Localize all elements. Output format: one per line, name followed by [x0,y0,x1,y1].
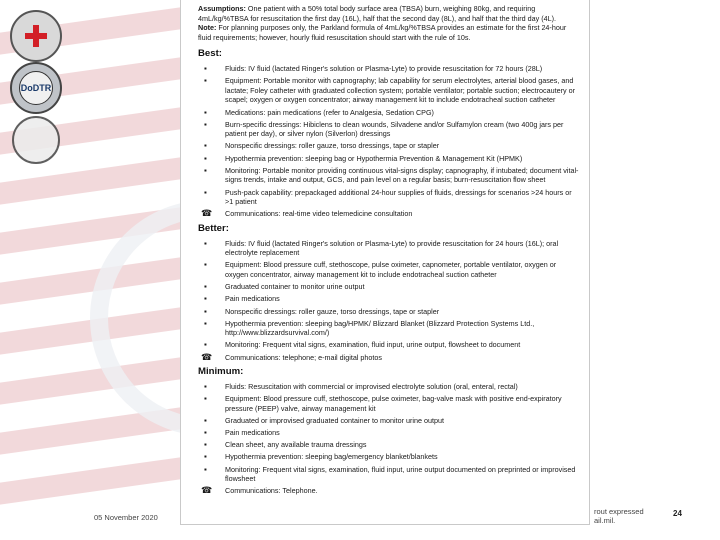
footer-note-line: ail.mil. [594,516,616,525]
seal-icon [10,10,62,62]
phone-icon: ☎ [201,351,213,362]
list-item-text: Push-pack capability: prepackaged additional 24-hour supplies of fluids, dressings for scenarios >24 hours or >1 patient [225,187,572,207]
document-page [180,0,590,525]
list-item-text: Communications: telephone; e-mail digital photos [225,352,383,362]
list-item-text: Monitoring: Portable monitor providing continuous vital-signs display; capnography, if intubated; document vital-signs trends, intake and output, GCS, and pain level on a regular basis; burn-resuscitation flow sheet [225,165,579,185]
list-item-text: Pain medications [225,294,280,304]
bullet-icon: ▪ [204,260,207,270]
bullet-icon: ▪ [204,238,207,248]
bullet-icon: ▪ [204,306,207,316]
footer-note-line: rout expressed [594,507,644,516]
sections [198,48,579,496]
bullet-icon: ▪ [204,294,207,304]
bullet-icon: ▪ [204,318,207,328]
list-item-text: Fluids: IV fluid (lactated Ringer's solution or Plasma-Lyte) to provide resuscitation for 72 hours (28L) [225,64,543,74]
list-item-text: Clean sheet, any available trauma dressings [225,440,367,450]
list-item-text: Nonspecific dressings: roller gauze, torso dressings, tape or stapler [225,306,440,316]
seal-icon [12,116,60,164]
list-item-text: Communications: real-time video telemedicine consultation [225,209,413,219]
bullet-icon: ▪ [204,165,207,175]
list-item-text: Nonspecific dressings: roller gauze, torso dressings, tape or stapler [225,141,440,151]
note-text: For planning purposes only, the Parkland formula of 4mL/kg/%TBSA provides an estimate for the first 24-hour fluid requirements; however, hourly fluid resuscitation should start with the rule of 10s. [198,23,567,42]
bullet-icon: ▪ [204,119,207,129]
list-item-text: Equipment: Blood pressure cuff, stethoscope, pulse oximeter, capnometer, portable ventilator, oxygen or oxygen concentrator, airway management kit to include endotracheal suction catheter [225,260,557,279]
note-label: Note: [198,23,217,33]
bullet-icon: ▪ [204,64,207,74]
list-item [198,340,579,350]
section-list [198,382,579,496]
list-item [198,166,579,185]
list-item [198,394,579,413]
list-item [198,465,579,484]
flag-stripe [0,452,180,511]
list-item [198,64,579,74]
bullet-icon: ▪ [204,340,207,350]
page-number: 24 [673,509,682,518]
dodtr-logo [10,62,62,114]
bullet-icon: ▪ [204,464,207,474]
list-item [198,452,579,462]
list-item-text: Monitoring: Frequent vital signs, examination, fluid input, urine output, flowsheet to document [225,340,521,350]
assumptions-paragraph [198,4,579,42]
bullet-icon: ▪ [204,415,207,425]
list-item [198,440,579,450]
section-list [198,64,579,219]
list-item [198,260,579,279]
list-item [198,282,579,292]
list-item-text: Equipment: Portable monitor with capnography; lab capability for serum electrolytes, arterial blood gases, and lactate; Foley catheter with graduated collection system; portable ventilator; portable suction; electrocautery or scapel; oxygen or oxygen concentrator; airway management kit to include endotracheal suction catheter [225,76,575,105]
bullet-icon: ▪ [204,282,207,292]
list-item [198,188,579,207]
list-item [198,353,579,363]
list-item-text: Monitoring: Frequent vital signs, examination, fluid input, urine output documented on preprinted or improvised flowsheet [225,464,576,484]
list-item [198,319,579,338]
bullet-icon: ▪ [204,452,207,462]
phone-icon: ☎ [201,208,213,219]
footer-date: 05 November 2020 [94,513,158,522]
section-title: Better: [198,222,229,234]
list-item [198,209,579,219]
list-item-text: Equipment: Blood pressure cuff, stethoscope, pulse oximeter, bag-valve mask with positive end-expiratory pressure (PEEP) valve, airway management kit [225,394,562,413]
list-item [198,428,579,438]
bullet-icon: ▪ [204,394,207,404]
bullet-icon: ▪ [204,440,207,450]
list-item [198,416,579,426]
section-title: Best: [198,48,222,60]
bullet-icon: ▪ [204,153,207,163]
phone-icon: ☎ [201,485,213,496]
bullet-icon: ▪ [204,187,207,197]
list-item [198,486,579,496]
list-item [198,239,579,258]
list-item-text: Graduated container to monitor urine output [225,282,365,292]
list-item [198,141,579,151]
list-item-text: Hypothermia prevention: sleeping bag/emergency blanket/blankets [225,452,438,462]
list-item [198,76,579,105]
list-item-text: Fluids: IV fluid (lactated Ringer's solution or Plasma-Lyte) to provide resuscitation for 24 hours (16L); oral electrolyte replacement [225,238,559,258]
footer-note [594,507,644,525]
list-item [198,108,579,118]
section-title: Minimum: [198,366,244,378]
list-item-text: Fluids: Resuscitation with commercial or improvised electrolyte solution (oral, enteral, rectal) [225,381,518,391]
list-item-text: Pain medications [225,428,280,438]
bullet-icon: ▪ [204,141,207,151]
bullet-icon: ▪ [204,381,207,391]
list-item-text: Burn-specific dressings: Hibiclens to clean wounds, Silvadene and/or Sulfamylon cream (two 400g jars per patient per day), or silver nylon (Silverlon) dressings [225,119,564,139]
bullet-icon: ▪ [204,107,207,117]
dodtr-logo-text: DoDTR [19,71,53,105]
list-item [198,294,579,304]
bullet-icon: ▪ [204,428,207,438]
assumptions-text: One patient with a 50% total body surface area (TBSA) burn, weighing 80kg, and requiring 4mL/kg/%TBSA for resuscitation the first day (16L), half that the second day (8L), and half that the third day (4L). [198,4,556,23]
list-item-text: Medications: pain medications (refer to Analgesia, Sedation CPG) [225,107,434,117]
section-list [198,239,579,363]
list-item [198,307,579,317]
list-item [198,154,579,164]
list-item [198,120,579,139]
red-cross-icon [25,25,47,47]
bullet-icon: ▪ [204,76,207,86]
assumptions-label: Assumptions: [198,4,246,13]
list-item [198,382,579,392]
list-item-text: Communications: Telephone. [225,486,318,496]
list-item-text: Hypothermia prevention: sleeping bag or Hypothermia Prevention & Management Kit (HPMK) [225,153,523,163]
list-item-text: Hypothermia prevention: sleeping bag/HPMK/ Blizzard Blanket (Blizzard Protection Systems Ltd., http://www.blizzardsurvival.com/) [225,318,535,338]
list-item-text: Graduated or improvised graduated container to monitor urine output [225,415,444,425]
